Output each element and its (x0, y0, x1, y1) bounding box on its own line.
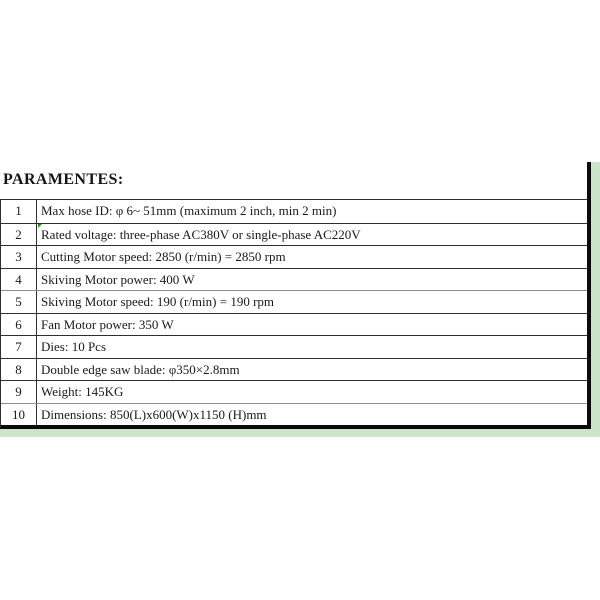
row-spec-text: Double edge saw blade: φ350×2.8mm (41, 361, 240, 377)
table-row (1, 403, 587, 426)
row-number: 8 (1, 359, 37, 381)
row-spec-text-value: Rated voltage: three-phase AC380V or single-phase AC220V (41, 226, 361, 242)
row-spec-text: Weight: 145KG (41, 384, 124, 399)
table-row (1, 380, 587, 403)
table-row (1, 245, 587, 268)
row-number: 7 (1, 336, 37, 358)
row-spec-text: Skiving Motor speed: 190 (r/min) = 190 rpm (41, 294, 275, 309)
spec-table (0, 199, 587, 429)
table-row (1, 290, 587, 313)
row-number: 3 (1, 246, 37, 268)
row-number: 6 (1, 314, 37, 336)
table-row (1, 223, 587, 246)
row-spec-text: Fan Motor power: 350 W (41, 316, 174, 332)
page-title: PARAMENTES: (3, 171, 124, 188)
row-number: 5 (1, 291, 37, 313)
table-row (1, 200, 587, 223)
table-row (1, 313, 587, 336)
green-shadow-bottom (0, 429, 600, 437)
green-shadow-right (591, 162, 600, 437)
cell-flag-marker-icon (38, 224, 42, 228)
row-number: 1 (1, 200, 37, 223)
row-spec-text: Cutting Motor speed: 2850 (r/min) = 2850 rpm (41, 249, 286, 264)
row-number: 9 (1, 381, 37, 403)
table-row (1, 335, 587, 358)
row-spec-text (37, 224, 587, 246)
row-spec-text: Skiving Motor power: 400 W (41, 271, 195, 287)
table-row (1, 358, 587, 381)
row-spec-text: Max hose ID: φ 6~ 51mm (maximum 2 inch, min 2 min) (41, 203, 337, 218)
row-spec-text: Dies: 10 Pcs (41, 339, 106, 354)
row-number: 4 (1, 269, 37, 291)
row-number: 2 (1, 224, 37, 246)
row-spec-text: Dimensions: 850(L)x600(W)x1150 (H)mm (41, 406, 267, 422)
table-row (1, 268, 587, 291)
row-number: 10 (1, 404, 37, 426)
